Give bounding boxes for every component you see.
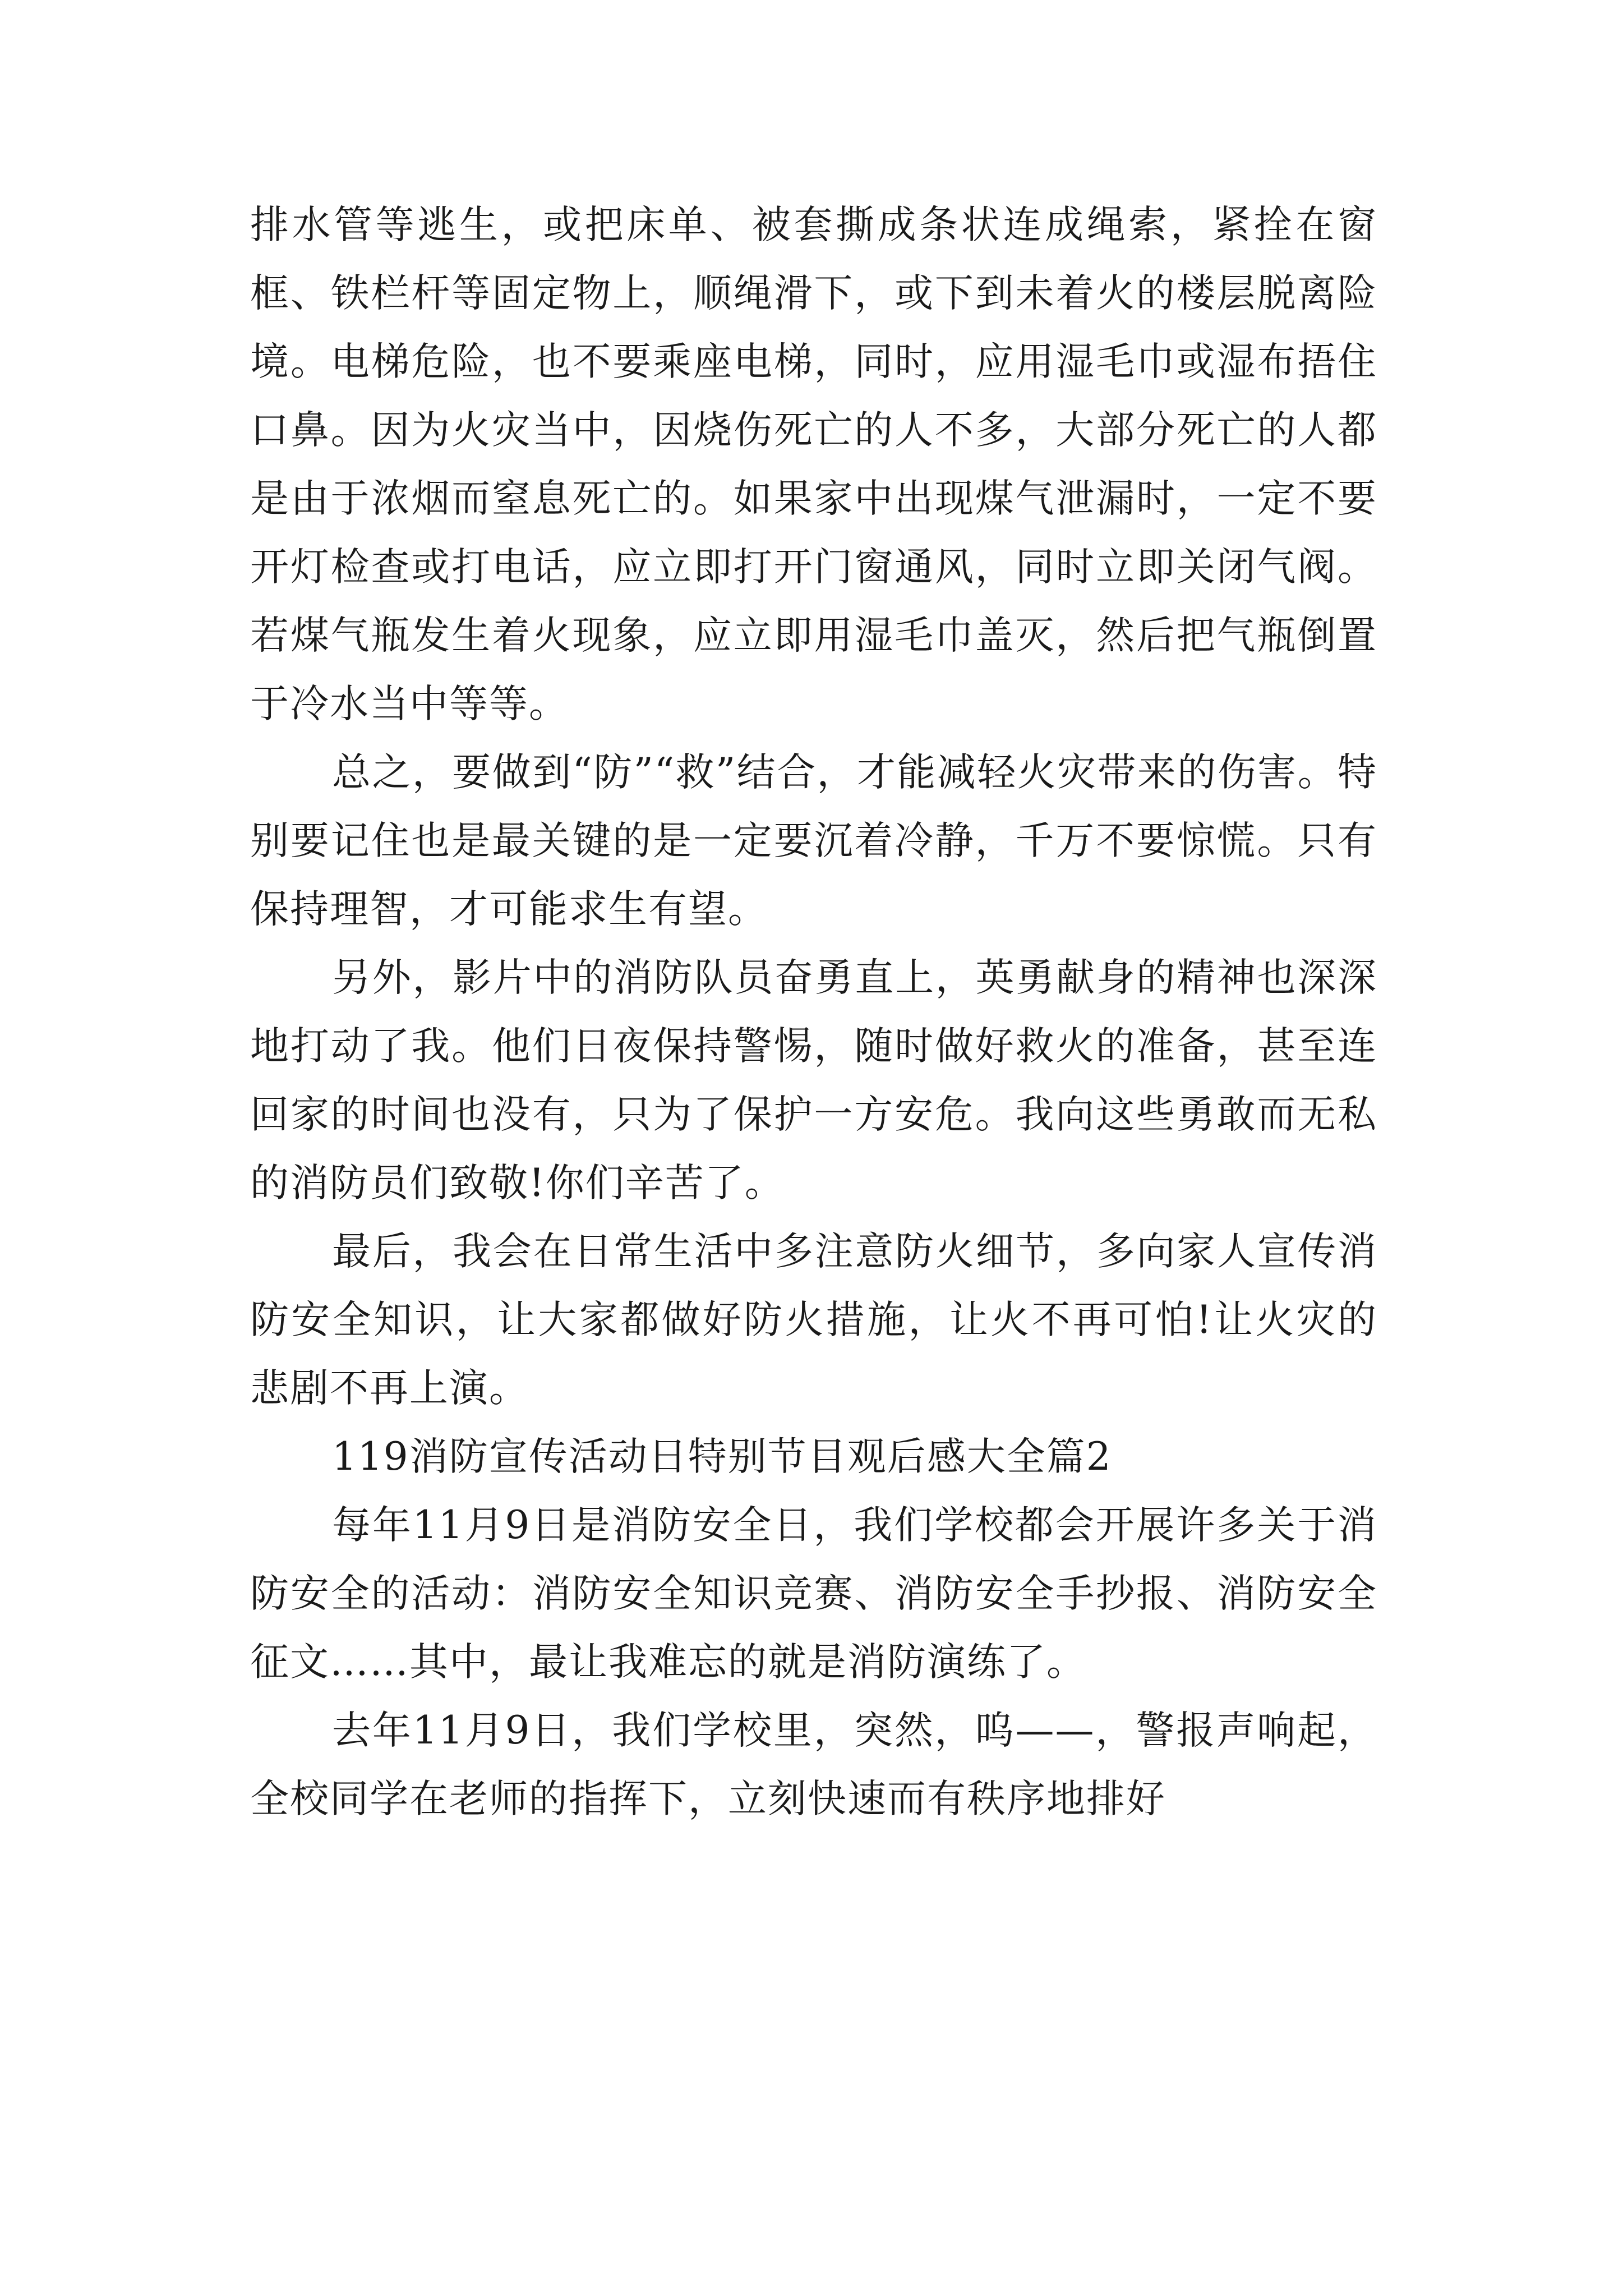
document-body	[250, 191, 1377, 1833]
paragraph-continuation: 排水管等逃生，或把床单、被套撕成条状连成绳索，紧拴在窗框、铁栏杆等固定物上，顺绳滑下，或下到未着火的楼层脱离险境。电梯危险，也不要乘座电梯，同时，应用湿毛巾或湿布捂住口鼻。因为火灾当中，因烧伤死亡的人不多，大部分死亡的人都是由于浓烟而窒息死亡的。如果家中出现煤气泄漏时，一定不要开灯检查或打电话，应立即打开门窗通风，同时立即关闭气阀。若煤气瓶发生着火现象，应立即用湿毛巾盖灭，然后把气瓶倒置于冷水当中等等。	[250, 203, 1377, 726]
section-heading: 119消防宣传活动日特别节目观后感大全篇2	[332, 1434, 1112, 1479]
paragraph-safety-day: 每年11月9日是消防安全日，我们学校都会开展许多关于消防安全的活动：消防安全知识竞赛、消防安全手抄报、消防安全征文……其中，最让我难忘的就是消防演练了。	[250, 1503, 1377, 1685]
paragraph-firefighters: 另外，影片中的消防队员奋勇直上，英勇献身的精神也深深地打动了我。他们日夜保持警惕，随时做好救火的准备，甚至连回家的时间也没有，只为了保护一方安危。我向这些勇敢而无私的消防员们致敬!你们辛苦了。	[250, 955, 1377, 1205]
paragraph-conclusion: 最后，我会在日常生活中多注意防火细节，多向家人宣传消防安全知识，让大家都做好防火措施，让火不再可怕!让火灾的悲剧不再上演。	[250, 1229, 1377, 1411]
paragraph-drill: 去年11月9日，我们学校里，突然，呜——，警报声响起，全校同学在老师的指挥下，立刻快速而有秩序地排好	[250, 1708, 1377, 1821]
paragraph-summary: 总之，要做到“防”“救”结合，才能减轻火灾带来的伤害。特别要记住也是最关键的是一定要沉着冷静，千万不要惊慌。只有保持理智，才可能求生有望。	[250, 750, 1377, 932]
